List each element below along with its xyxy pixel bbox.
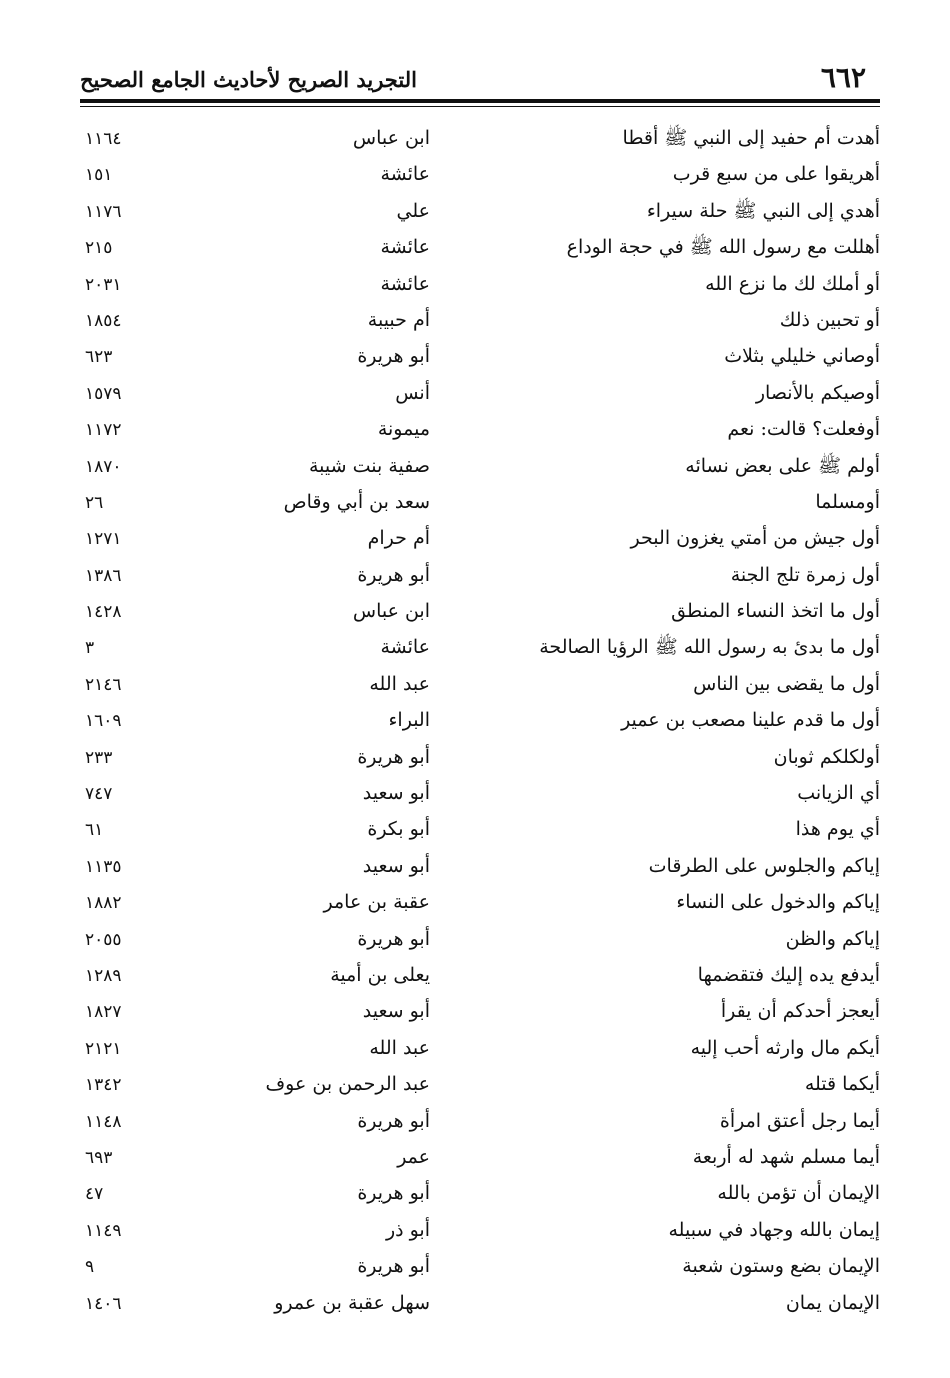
index-entry	[80, 775, 880, 811]
hadith-number: ٢٦	[85, 492, 104, 513]
index-entry	[80, 1212, 880, 1248]
hadith-opening-text: إياكم والجلوس على الطرقات	[648, 854, 880, 877]
hadith-number: ١١٧٦	[85, 201, 122, 222]
narrator-name: سعد بن أبي وقاص	[283, 490, 430, 513]
hadith-number: ١٢٧١	[85, 529, 122, 550]
narrator-name: أنس	[395, 381, 430, 404]
narrator-name: أبو هريرة	[357, 563, 430, 586]
hadith-opening-text: الإيمان يمان	[785, 1291, 880, 1314]
hadith-number: ٦٢٣	[85, 347, 113, 368]
hadith-number: ٢١٤٦	[85, 674, 122, 695]
hadith-number: ١٣٤٢	[85, 1075, 122, 1096]
index-entry	[80, 884, 880, 920]
hadith-number: ٧٤٧	[85, 784, 113, 805]
narrator-name: أم حرام	[367, 527, 430, 550]
hadith-number: ٦١	[85, 820, 104, 841]
hadith-number: ١٥٧٩	[85, 383, 122, 404]
hadith-opening-text: أيدفع يده إليك فتقضمها	[697, 963, 880, 986]
index-entry	[80, 848, 880, 884]
narrator-name: أم حبيبة	[367, 308, 430, 331]
header-rule-thick	[80, 99, 880, 103]
hadith-number: ١٤٠٦	[85, 1293, 122, 1314]
narrator-name: أبو هريرة	[357, 1182, 430, 1205]
hadith-opening-text: أهدت أم حفيد إلى النبي ﷺ أقطا	[622, 127, 880, 149]
hadith-number: ١٥١	[85, 165, 113, 186]
hadith-number: ١٤٢٨	[85, 602, 122, 623]
narrator-name: أبو سعيد	[362, 854, 430, 877]
hadith-number: ٤٧	[85, 1184, 104, 1205]
hadith-number: ٣	[85, 638, 95, 659]
narrator-name: صفية بنت شيبة	[309, 454, 430, 477]
narrator-name: ميمونة	[377, 418, 430, 441]
index-entry	[80, 1103, 880, 1139]
hadith-number: ١٢٨٩	[85, 965, 122, 986]
index-entry	[80, 375, 880, 411]
index-entry	[80, 739, 880, 775]
running-header	[80, 58, 880, 98]
hadith-opening-text: أهريقوا على من سبع قرب	[672, 163, 880, 186]
index-entry	[80, 484, 880, 520]
index-entry	[80, 629, 880, 665]
narrator-name: عبد الله	[369, 1036, 430, 1059]
book-title: التجريد الصريح لأحاديث الجامع الصحيح	[80, 67, 417, 92]
index-entry	[80, 921, 880, 957]
index-entry	[80, 1248, 880, 1284]
hadith-opening-text: أول ما قدم علينا مصعب بن عمير	[621, 709, 880, 732]
narrator-name: أبو هريرة	[357, 927, 430, 950]
index-entry	[80, 993, 880, 1029]
hadith-opening-text: أيعجز أحدكم أن يقرأ	[720, 1000, 880, 1023]
index-entry	[80, 302, 880, 338]
hadith-opening-text: أو تحبين ذلك	[779, 308, 880, 331]
hadith-number: ٦٩٣	[85, 1147, 113, 1168]
index-entry	[80, 338, 880, 374]
index-entry	[80, 1285, 880, 1321]
index-entry	[80, 520, 880, 556]
page-number: ٦٦٢	[820, 61, 866, 94]
index-entry	[80, 411, 880, 447]
hadith-number: ١١٤٩	[85, 1220, 122, 1241]
narrator-name: عائشة	[380, 636, 430, 659]
narrator-name: أبو هريرة	[357, 745, 430, 768]
hadith-number: ٢٠٥٥	[85, 929, 122, 950]
hadith-opening-text: أولكلكم ثوبان	[773, 745, 880, 768]
index-entry	[80, 1066, 880, 1102]
hadith-opening-text: أوفعلت؟ قالت: نعم	[727, 418, 880, 441]
narrator-name: ابن عباس	[352, 127, 430, 149]
hadith-opening-text: أول ما بدئ به رسول الله ﷺ الرؤيا الصالحة	[539, 636, 880, 659]
narrator-name: يعلى بن أمية	[330, 963, 430, 986]
hadith-opening-text: أول جيش من أمتي يغزون البحر	[630, 527, 880, 550]
hadith-index-list	[80, 120, 880, 1321]
hadith-opening-text: أهللت مع رسول الله ﷺ في حجة الوداع	[566, 236, 880, 259]
index-entry	[80, 266, 880, 302]
index-entry	[80, 1030, 880, 1066]
hadith-opening-text: أول ما يقضى بين الناس	[693, 672, 880, 695]
hadith-opening-text: أوصاني خليلي بثلاث	[724, 345, 880, 368]
hadith-opening-text: أوصيكم بالأنصار	[755, 381, 880, 404]
index-entry	[80, 193, 880, 229]
hadith-number: ٢١٢١	[85, 1038, 122, 1059]
index-entry	[80, 120, 880, 156]
index-entry	[80, 156, 880, 192]
hadith-number: ١٨٨٢	[85, 893, 122, 914]
hadith-number: ٩	[85, 1257, 95, 1278]
narrator-name: أبو ذر	[385, 1218, 430, 1241]
hadith-opening-text: أول زمرة تلج الجنة	[730, 563, 880, 586]
hadith-opening-text: أيما رجل أعتق امرأة	[719, 1109, 880, 1132]
narrator-name: أبو سعيد	[362, 1000, 430, 1023]
hadith-opening-text: أيما مسلم شهد له أربعة	[692, 1145, 880, 1168]
narrator-name: سهل عقبة بن عمرو	[274, 1291, 430, 1314]
narrator-name: عائشة	[380, 163, 430, 186]
narrator-name: عائشة	[380, 236, 430, 259]
index-entry	[80, 666, 880, 702]
hadith-number: ١٨٢٧	[85, 1002, 122, 1023]
hadith-number: ١٨٥٤	[85, 310, 122, 331]
hadith-opening-text: أي الزيانب	[797, 782, 880, 805]
narrator-name: أبو هريرة	[357, 345, 430, 368]
index-entry	[80, 1175, 880, 1211]
narrator-name: أبو هريرة	[357, 1255, 430, 1278]
index-entry	[80, 957, 880, 993]
hadith-opening-text: أومسلما	[815, 490, 880, 513]
hadith-opening-text: أهدي إلى النبي ﷺ حلة سيراء	[646, 199, 880, 222]
hadith-number: ١١٧٢	[85, 420, 122, 441]
hadith-opening-text: الإيمان أن تؤمن بالله	[717, 1182, 880, 1205]
hadith-number: ٢٣٣	[85, 747, 113, 768]
narrator-name: عائشة	[380, 272, 430, 295]
narrator-name: عمر	[397, 1145, 430, 1168]
index-entry	[80, 448, 880, 484]
hadith-number: ٢٠٣١	[85, 274, 122, 295]
hadith-number: ١٣٨٦	[85, 565, 122, 586]
hadith-opening-text: إياكم والظن	[785, 927, 880, 950]
hadith-opening-text: أو أملك لك ما نزع الله	[705, 272, 880, 295]
hadith-opening-text: أول ما اتخذ النساء المنطق	[671, 600, 880, 623]
narrator-name: أبو بكرة	[367, 818, 430, 841]
narrator-name: عقبة بن عامر	[323, 891, 430, 914]
index-entry	[80, 229, 880, 265]
narrator-name: عبد الرحمن بن عوف	[265, 1073, 430, 1096]
hadith-opening-text: إياكم والدخول على النساء	[676, 891, 880, 914]
narrator-name: أبو سعيد	[362, 782, 430, 805]
header-rule-thin	[80, 106, 880, 107]
hadith-number: ٢١٥	[85, 238, 113, 259]
hadith-opening-text: أي يوم هذا	[795, 818, 880, 841]
hadith-opening-text: أولم ﷺ على بعض نسائه	[685, 454, 880, 477]
narrator-name: علي	[396, 199, 430, 222]
index-entry	[80, 593, 880, 629]
hadith-number: ١١٣٥	[85, 856, 122, 877]
hadith-number: ١١٦٤	[85, 129, 122, 149]
index-entry	[80, 702, 880, 738]
hadith-number: ١١٤٨	[85, 1111, 122, 1132]
hadith-number: ١٨٧٠	[85, 456, 122, 477]
narrator-name: عبد الله	[369, 672, 430, 695]
hadith-opening-text: أيكما قتله	[804, 1073, 880, 1096]
narrator-name: البراء	[388, 709, 430, 732]
hadith-opening-text: إيمان بالله وجهاد في سبيله	[668, 1218, 880, 1241]
index-entry	[80, 1139, 880, 1175]
index-entry	[80, 557, 880, 593]
index-entry	[80, 811, 880, 847]
narrator-name: ابن عباس	[352, 600, 430, 623]
hadith-opening-text: الإيمان بضع وستون شعبة	[682, 1255, 880, 1278]
hadith-number: ١٦٠٩	[85, 711, 122, 732]
hadith-opening-text: أيكم مال وارثه أحب إليه	[690, 1036, 880, 1059]
narrator-name: أبو هريرة	[357, 1109, 430, 1132]
